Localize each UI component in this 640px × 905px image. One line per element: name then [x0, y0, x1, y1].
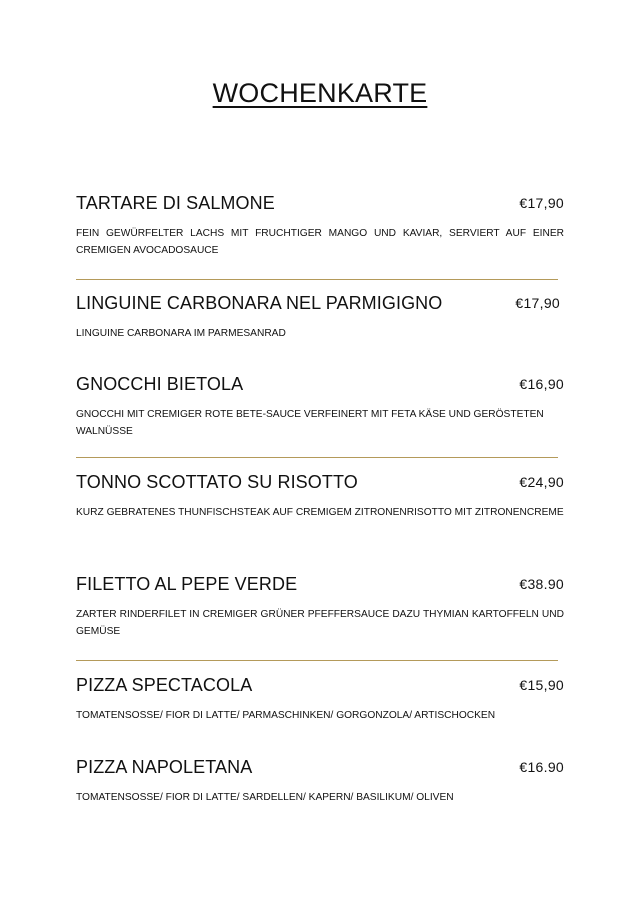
dish-price: €16,90: [519, 376, 564, 392]
menu-item: [76, 374, 564, 440]
page-title: WOCHENKARTE: [212, 78, 428, 108]
dish-description: TOMATENSOSSE/ FIOR DI LATTE/ SARDELLEN/ KAPERN/ BASILIKUM/ OLIVEN: [76, 792, 454, 803]
dish-name: PIZZA NAPOLETANA: [76, 757, 253, 777]
menu-item-header: [76, 472, 564, 496]
dish-description: LINGUINE CARBONARA IM PARMESANRAD: [76, 328, 286, 339]
dish-price: €38.90: [519, 576, 564, 592]
dish-price: €15,90: [519, 677, 564, 693]
dish-description: TOMATENSOSSE/ FIOR DI LATTE/ PARMASCHINKEN/ GORGONZOLA/ ARTISCHOCKEN: [76, 710, 496, 721]
dish-price: €16.90: [519, 759, 564, 775]
dish-name: GNOCCHI BIETOLA: [76, 374, 244, 394]
menu-item: [76, 472, 564, 521]
dish-name: LINGUINE CARBONARA NEL PARMIGIGNO: [76, 293, 443, 313]
divider: [76, 279, 558, 280]
dish-name: FILETTO AL PEPE VERDE: [76, 574, 298, 594]
dish-description: GNOCCHI MIT CREMIGER ROTE BETE-SAUCE VERFEINERT MIT FETA KÄSE UND GERÖSTETEN WALNÜSSE: [76, 409, 544, 437]
menu-item: [76, 757, 564, 806]
dish-name: TARTARE DI SALMONE: [76, 193, 275, 213]
dish-description: KURZ GEBRATENES THUNFISCHSTEAK AUF CREMIGEM ZITRONENRISOTTO MIT ZITRONENCREME: [76, 507, 564, 518]
menu-item: [76, 675, 564, 724]
dish-description: ZARTER RINDERFILET IN CREMIGER GRÜNER PFEFFERSAUCE DAZU THYMIAN KARTOFFELN UND GEMÜSE: [76, 609, 564, 637]
menu-item-header: [76, 374, 564, 398]
dish-price: €24,90: [519, 474, 564, 490]
dish-name: PIZZA SPECTACOLA: [76, 675, 253, 695]
divider: [76, 660, 558, 661]
menu-item-header: [76, 675, 564, 699]
dish-price: €17,90: [515, 295, 560, 311]
divider: [76, 457, 558, 458]
menu-item: [76, 193, 564, 259]
dish-description: FEIN GEWÜRFELTER LACHS MIT FRUCHTIGER MANGO UND KAVIAR, SERVIERT AUF EINER CREMIGEN AVOCADOSAUCE: [76, 228, 564, 256]
menu-item-header: [76, 193, 564, 217]
menu-item-header: [76, 293, 564, 317]
menu-item: [76, 574, 564, 640]
dish-name: TONNO SCOTTATO SU RISOTTO: [76, 472, 358, 492]
dish-price: €17,90: [519, 195, 564, 211]
menu-item-header: [76, 574, 564, 598]
menu-item-header: [76, 757, 564, 781]
menu-item: [76, 293, 564, 342]
